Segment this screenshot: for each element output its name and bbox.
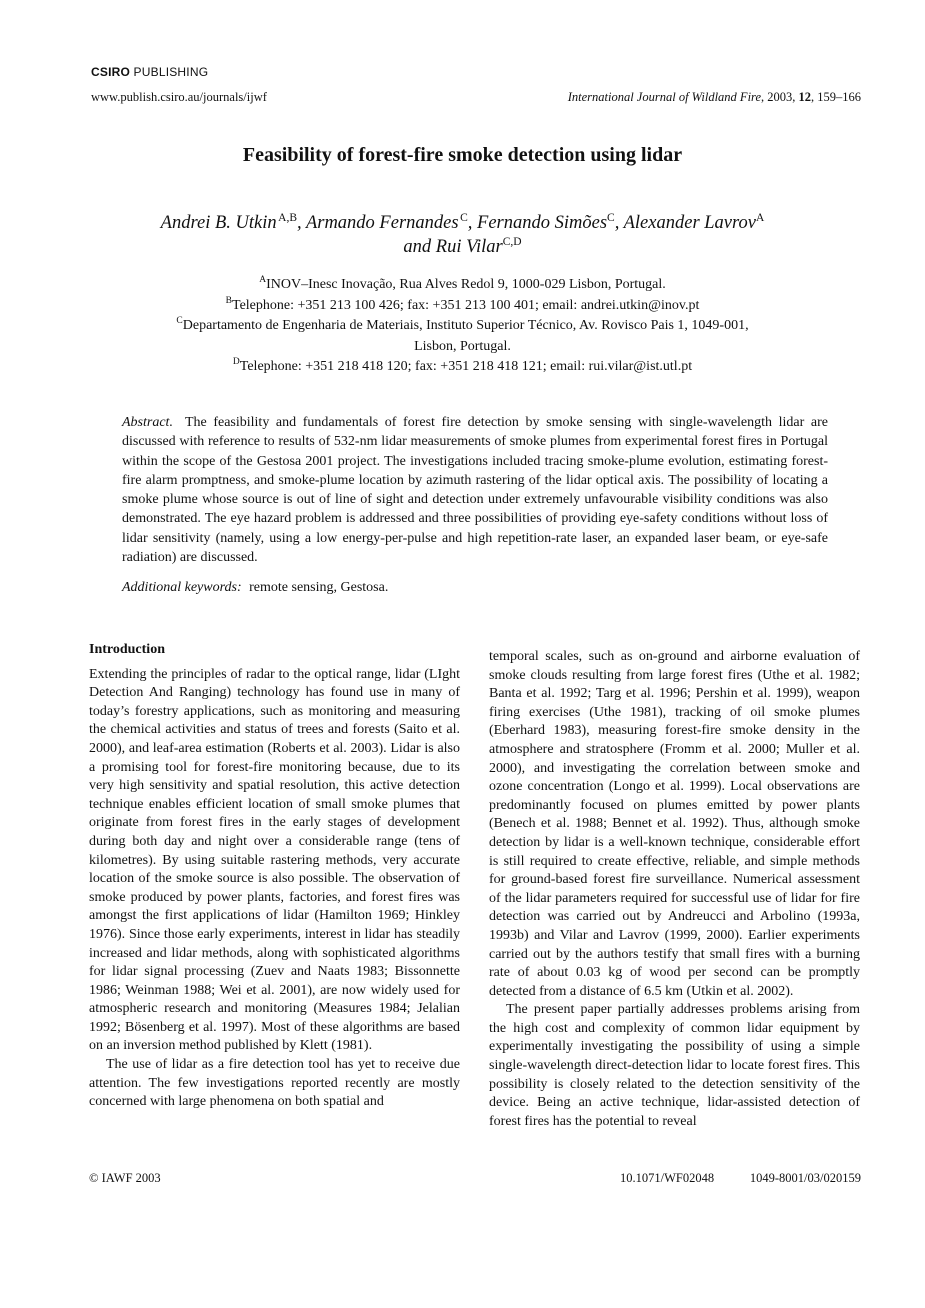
affil-text: INOV–Inesc Inovação, Rua Alves Redol 9, 1000-029 Lisbon, Portugal.	[266, 277, 666, 292]
publisher-brand: CSIRO	[91, 65, 131, 79]
author-name: , Fernando Simões	[467, 213, 608, 233]
keywords-text: remote sensing, Gestosa.	[249, 580, 389, 595]
affil-text: Departamento de Engenharia de Materiais, Instituto Superior Técnico, Av. Rovisco Pais 1, 1049-001,	[182, 318, 749, 333]
body-paragraph: Extending the principles of radar to the optical range, lidar (LIght Detection And Ranging) technology has found use in many of today’s forestry applications, such as monitoring and measuring the chemical activities and status of trees and forests (Saito et al. 2000), and leaf-area estimation (Roberts et al. 2003). Lidar is also a promising tool for forest-fire monitoring because, due to its very high sensitivity and spatial resolution, this active detection technique enables efficient location of small smoke plumes that originate from forest fires in the early stages of development during both day and night over a considerable range (tens of kilometres). By using suitable rastering methods, very accurate location of the smoke source is also possible. The observation of smoke produced by power plants, factories, and forest fires was amongst the first applications of lidar (Hamilton 1969; Hinkley 1976). Since those early experiments, interest in lidar has steadily increased and lidar methods, along with sophisticated algorithms for lidar signal processing (Zuev and Naats 1983; Bissonnette 1986; Weinman 1988; Wei et al. 2001), are now widely used for atmospheric research and monitoring (Measures 1984; Jelalian 1992; Bösenberg et al. 1997). Most of these algorithms are based on an inversion method published by Klett (1981).	[89, 666, 460, 1054]
body-paragraph: temporal scales, such as on-ground and airborne evaluation of smoke clouds resulting from large forest fires (Uthe et al. 1982; Banta et al. 1992; Targ et al. 1996; Pershin et al. 1999), weapon firing exercises (Uthe 1981), tracking of oil smoke plumes (Eberhard 1983), measuring forest-fire smoke density in the atmosphere and stratosphere (Fromm et al. 2000; Muller et al. 2000), and investigating the correlation between smoke and ozone concentration (Longo et al. 1999). Local observations are predominantly focused on plumes emitted by power plants (Benech et al. 1988; Bennet et al. 1992). Thus, although smoke detection by lidar is a well-known technique, considerable effort is still required to create effective, reliable, and simple methods for ground-based forest fire surveillance. Numerical assessment of the lidar parameters required for successful use of lidar for fire detection was carried out by Andreucci and Arbolino (1993a, 1993b) and Vilar and Lavrov (1999, 2000). Earlier experiments carried out by the authors testify that small fires with a burning rate of about 0.03 kg of wood per second can be promptly detected from a distance of 6.5 km (Utkin et al. 2002).	[489, 649, 860, 999]
abstract-label: Abstract.	[122, 415, 173, 430]
author-name: , Alexander Lavrov	[614, 213, 756, 233]
author-list	[110, 211, 815, 259]
paper-title: Feasibility of forest-fire smoke detection using lidar	[242, 144, 683, 166]
affiliation-c	[120, 316, 805, 337]
affiliations	[120, 275, 805, 378]
journal-year: , 2003,	[761, 90, 799, 104]
author-name: and Rui Vilar	[403, 237, 503, 257]
doi: 10.1071/WF02048	[620, 1171, 715, 1185]
publisher-suffix: PUBLISHING	[130, 65, 209, 79]
abstract-text: The feasibility and fundamentals of forest fire detection by smoke sensing with single-wavelength lidar are discussed with reference to results of 532-nm lidar measurements of smoke plumes from experimental forest fires in Portugal within the scope of the Gestosa 2001 project. The investigations included tracing smoke-plume evolution, estimating forest-fire alarm promptness, and smoke-plume location by azimuth rastering of the lidar optical axis. The possibility of locating a smoke plume whose source is out of line of sight and detection under extremely unfavourable visibility conditions was also demonstrated. The eye hazard problem is addressed and three possibilities of providing eye-safety conditions without loss of lidar sensitivity (namely, using a low energy-per-pulse and high repetition-rate laser, an expanded laser beam, or eye-safe radiation) are discussed.	[122, 415, 828, 566]
body-column-left	[89, 641, 460, 1112]
journal-volume: 12	[798, 90, 811, 104]
affiliation-a	[120, 275, 805, 296]
section-heading: Introduction	[89, 642, 165, 657]
journal-url[interactable]: www.publish.csiro.au/journals/ijwf	[91, 90, 267, 104]
affil-marker: C	[176, 316, 183, 326]
author-affil-marker: C,D	[502, 236, 522, 248]
abstract	[122, 413, 828, 567]
affil-marker: B	[225, 295, 232, 306]
article-code: 1049-8001/03/020159	[749, 1171, 861, 1185]
keywords	[122, 580, 388, 596]
author-affil-marker: A,B	[278, 212, 298, 224]
affil-text: Telephone: +351 213 100 426; fax: +351 213 100 401; email: andrei.utkin@inov.pt	[232, 297, 700, 313]
affiliation-c-cont: Lisbon, Portugal.	[414, 338, 511, 354]
journal-pages: , 159–166	[811, 90, 861, 104]
author-affil-marker: C	[607, 212, 615, 224]
copyright: © IAWF 2003	[89, 1171, 161, 1185]
keywords-label: Additional keywords:	[122, 580, 242, 595]
body-paragraph: The present paper partially addresses problems arising from the high cost and complexity of common lidar equipment by experimentally investigating the possibility of using a simple single-wavelength direct-detection lidar to locate forest fires. This possibility is closely related to the detection sensitivity of the device. Being an active technique, lidar-assisted detection of forest fires has the potential to reveal	[489, 1002, 860, 1129]
affil-marker: A	[259, 275, 267, 285]
journal-name: International Journal of Wildland Fire	[567, 90, 761, 104]
journal-citation	[568, 90, 861, 105]
author-affil-marker: A	[756, 212, 765, 224]
affiliation-b	[120, 296, 805, 317]
publisher-label	[91, 65, 208, 79]
body-paragraph: The use of lidar as a fire detection tool has yet to receive due attention. The few investigations reported recently are mostly concerned with large phenomena on both spatial and	[89, 1057, 460, 1110]
affil-text: Telephone: +351 218 418 120; fax: +351 218 418 121; email: rui.vilar@ist.utl.pt	[239, 359, 693, 374]
affiliation-d	[120, 357, 805, 378]
author-name: Andrei B. Utkin	[160, 213, 277, 233]
author-name: , Armando Fernandes	[297, 213, 459, 233]
body-column-right	[489, 648, 860, 1131]
affil-marker: D	[232, 357, 240, 367]
author-affil-marker: C	[460, 212, 468, 224]
